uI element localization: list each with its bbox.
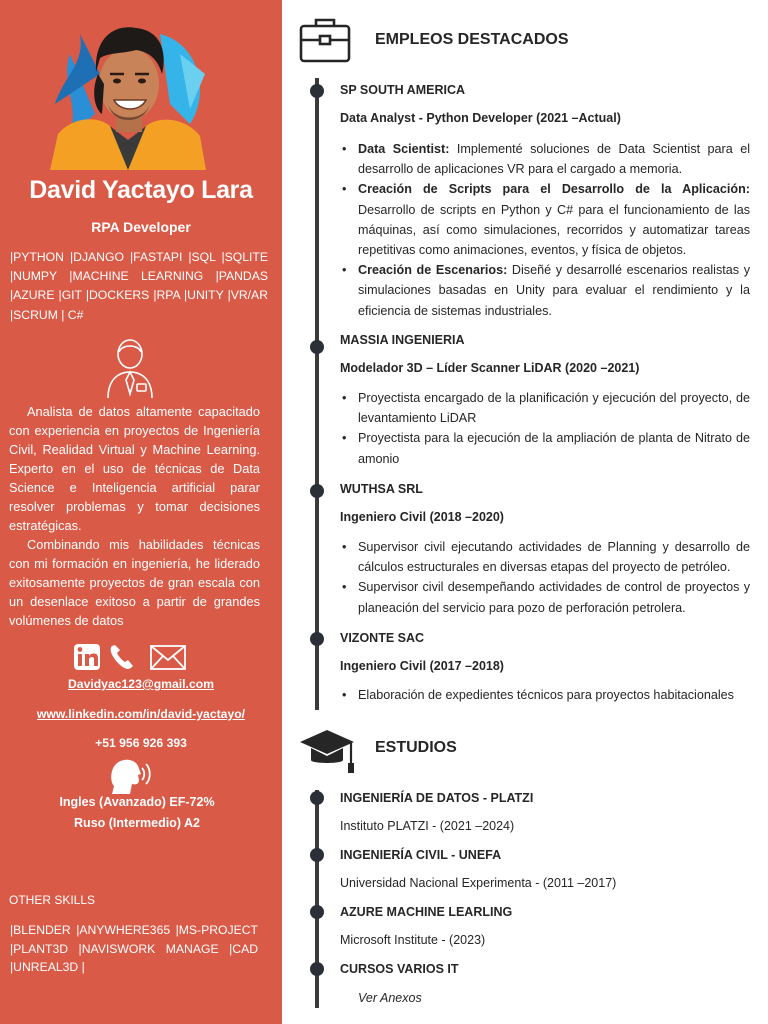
phone-icon — [111, 645, 133, 669]
other-skills-list: |BLENDER |ANYWHERE365 |MS-PROJECT |PLANT3D |NAVISWORK MANAGE |CAD |UNREAL3D | — [10, 923, 258, 974]
job-company: WUTHSA SRL — [340, 482, 423, 496]
contact-icons — [72, 642, 190, 672]
timeline-dot — [310, 905, 324, 919]
language-russian: Ruso (Intermedio) A2 — [74, 816, 200, 830]
job-bullet: • Proyectista encargado de la planificación y ejecución del proyecto, de levantamiento LiDAR — [340, 388, 750, 428]
profile-summary — [9, 402, 260, 630]
email-link[interactable]: Davidyac123@gmail.com — [67, 677, 215, 691]
job-bullets — [340, 139, 750, 321]
job-position: Data Analyst - Python Developer (2021 –Actual) — [340, 111, 621, 125]
jobs-timeline — [315, 78, 319, 710]
job-position: Ingeniero Civil (2018 –2020) — [340, 510, 504, 524]
main-content — [282, 0, 768, 1024]
profile-role: RPA Developer — [91, 219, 191, 235]
linkedin-link[interactable]: www.linkedin.com/in/david-yactayo/ — [36, 707, 246, 721]
job-bullets — [340, 388, 750, 469]
job-company: VIZONTE SAC — [340, 631, 425, 645]
timeline-dot — [310, 791, 324, 805]
study-title: INGENIERÍA CIVIL - UNEFA — [340, 848, 502, 862]
job-bullet: • Data Scientist: Implementé soluciones de Data Scientist para el desarrollo de aplicaciones VR para el cargado a memoria. — [340, 139, 750, 179]
job-bullet: • Creación de Escenarios: Diseñé y desarrollé escenarios realistas y simulaciones basadas en Unity para evaluar el rendimiento y la eficiencia de sistemas industriales. — [340, 260, 750, 321]
study-title: INGENIERÍA DE DATOS - PLATZI — [340, 791, 534, 805]
job-bullets — [340, 685, 750, 705]
job-bullets — [340, 537, 750, 618]
briefcase-icon — [298, 16, 352, 64]
skills-list: |PYTHON |DJANGO |FASTAPI |SQL |SQLITE |NUMPY |MACHINE LEARNING |PANDAS |AZURE |GIT |DOCKERS |RPA |UNITY |VR/AR |SCRUM | C# — [10, 250, 268, 322]
other-skills-title: OTHER SKILLS — [9, 893, 96, 907]
linkedin-icon — [74, 644, 100, 670]
study-title: CURSOS VARIOS IT — [340, 962, 459, 976]
timeline-dot — [310, 484, 324, 498]
job-company: MASSIA INGENIERIA — [340, 333, 465, 347]
job-company: SP SOUTH AMERICA — [340, 83, 466, 97]
profile-name: David Yactayo Lara — [29, 176, 253, 204]
person-icon — [104, 336, 156, 400]
job-bullet: • Proyectista para la ejecución de la ampliación de planta de Nitrato de amonio — [340, 428, 750, 468]
timeline-dot — [310, 632, 324, 646]
study-institution: Instituto PLATZI - (2021 –2024) — [340, 819, 515, 833]
language-english: Ingles (Avanzado) EF-72% — [59, 795, 215, 809]
profile-avatar — [50, 14, 206, 170]
study-title: AZURE MACHINE LEARLING — [340, 905, 513, 919]
mail-icon — [151, 646, 185, 669]
annex-note: Ver Anexos — [358, 991, 422, 1005]
study-institution: Universidad Nacional Experimenta - (2011 –2017) — [340, 876, 617, 890]
graduation-cap-icon — [298, 726, 356, 774]
job-bullet: • Creación de Scripts para el Desarrollo de la Aplicación: Desarrollo de scripts en Python y C# para el funcionamiento de las máquinas, así como simulaciones, recorridos y automatizar tareas repetitivas como animaciones, eventos, y física de objetos. — [340, 179, 750, 260]
phone-number: +51 956 926 393 — [95, 736, 187, 750]
speaking-head-icon — [108, 756, 152, 796]
study-institution: Microsoft Institute - (2023) — [340, 933, 486, 947]
studies-section-title: ESTUDIOS — [375, 739, 457, 756]
job-position: Ingeniero Civil (2017 –2018) — [340, 659, 504, 673]
jobs-section-title: EMPLEOS DESTACADOS — [375, 31, 569, 48]
job-bullet: • Supervisor civil desempeñando actividades de control de proyectos y planeación del servicio para pozo de perforación petrolera. — [340, 577, 750, 617]
timeline-dot — [310, 340, 324, 354]
summary-paragraph-2: Combinando mis habilidades técnicas con mi formación en ingeniería, he liderado exitosamente proyectos de gran escala con un desenlace exitoso a partir de grandes volúmenes de datos — [9, 537, 260, 628]
job-position: Modelador 3D – Líder Scanner LiDAR (2020 –2021) — [340, 361, 640, 375]
sidebar — [0, 0, 282, 1024]
timeline-dot — [310, 962, 324, 976]
timeline-dot — [310, 848, 324, 862]
job-bullet: • Elaboración de expedientes técnicos para proyectos habitacionales — [340, 685, 750, 705]
job-bullet: • Supervisor civil ejecutando actividades de Planning y desarrollo de cálculos estructurales en diversas etapas del proyecto de petróleo. — [340, 537, 750, 577]
summary-paragraph-1: Analista de datos altamente capacitado con experiencia en proyectos de Ingeniería Civil, Realidad Virtual y Machine Learning. Experto en el uso de técnicas de Data Science e Inteligencia artificial parar resolver problemas y tomar decisiones estratégicas. — [9, 404, 260, 533]
timeline-dot — [310, 84, 324, 98]
